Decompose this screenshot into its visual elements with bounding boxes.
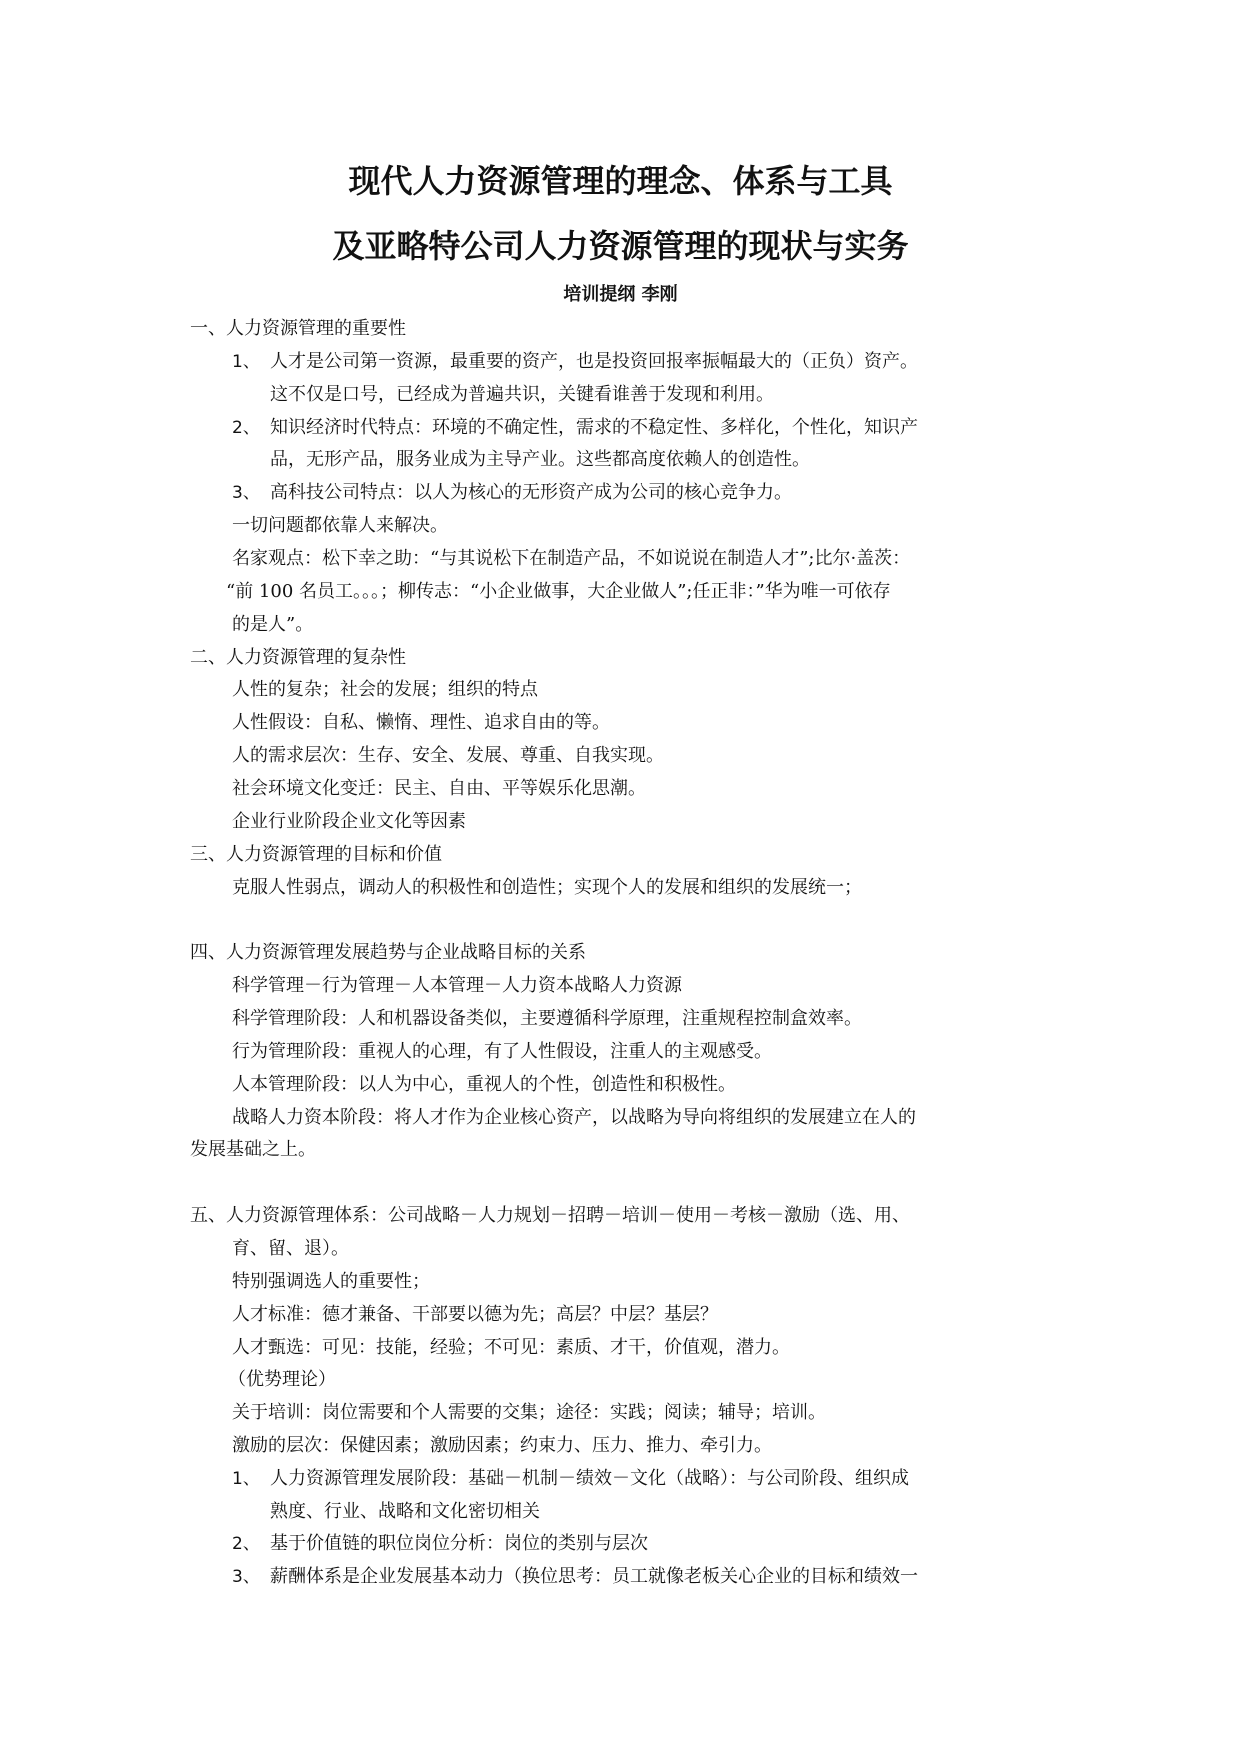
section-3-heading: 三、人力资源管理的目标和价值 (190, 844, 442, 865)
list-item (232, 1565, 918, 1589)
paragraph: 特别强调选人的重要性； (232, 1271, 430, 1292)
paragraph-continuation: 发展基础之上。 (190, 1139, 316, 1160)
paragraph-continuation: 的是人”。 (232, 614, 314, 635)
list-item (232, 1532, 648, 1556)
list-text: 知识经济时代特点：环境的不确定性，需求的不稳定性、多样化，个性化，知识产 (270, 417, 918, 438)
list-item (232, 1467, 909, 1491)
section-1-heading: 一、人力资源管理的重要性 (190, 318, 406, 339)
title-line-1: 现代人力资源管理的理念、体系与工具 (348, 162, 893, 200)
paragraph: 人本管理阶段：以人为中心，重视人的个性，创造性和积极性。 (232, 1074, 736, 1095)
list-number: 1、 (232, 352, 260, 372)
section-4-heading: 四、人力资源管理发展趋势与企业战略目标的关系 (190, 942, 586, 963)
list-item (232, 481, 792, 505)
list-text: 人力资源管理发展阶段：基础－机制－绩效－文化（战略）：与公司阶段、组织成 (270, 1468, 909, 1489)
subtitle: 培训提纲 李刚 (563, 284, 678, 305)
paragraph: 科学管理阶段：人和机器设备类似，主要遵循科学原理，注重规程控制盒效率。 (232, 1008, 862, 1029)
list-item-continuation: 这不仅是口号，已经成为普遍共识，关键看谁善于发现和利用。 (270, 384, 774, 405)
paragraph: 关于培训：岗位需要和个人需要的交集；途径：实践；阅读；辅导；培训。 (232, 1402, 826, 1423)
list-text: 人才是公司第一资源，最重要的资产，也是投资回报率振幅最大的（正负）资产。 (270, 351, 918, 372)
paragraph: 一切问题都依靠人来解决。 (232, 515, 448, 536)
list-number: 1、 (232, 1469, 260, 1489)
section-2-heading: 二、人力资源管理的复杂性 (190, 647, 406, 668)
paragraph: 克服人性弱点，调动人的积极性和创造性；实现个人的发展和组织的发展统一； (232, 877, 862, 898)
title-line-2: 及亚略特公司人力资源管理的现状与实务 (332, 227, 909, 265)
paragraph: 人性假设：自私、懒惰、理性、追求自由的等。 (232, 712, 610, 733)
paragraph: 人才甄选：可见：技能，经验；不可见：素质、才干，价值观，潜力。 (232, 1337, 790, 1358)
paragraph: 人的需求层次：生存、安全、发展、尊重、自我实现。 (232, 745, 664, 766)
paragraph: 行为管理阶段：重视人的心理，有了人性假设，注重人的主观感受。 (232, 1041, 772, 1062)
paragraph: 战略人力资本阶段：将人才作为企业核心资产，以战略为导向将组织的发展建立在人的 (232, 1107, 916, 1128)
section-5-heading: 五、人力资源管理体系：公司战略－人力规划－招聘－培训－使用－考核－激励（选、用、 (190, 1205, 910, 1226)
list-item (232, 416, 918, 440)
paragraph: （优势理论） (228, 1369, 336, 1390)
paragraph: 人才标准：德才兼备、干部要以德为先；高层？中层？基层？ (232, 1304, 718, 1325)
paragraph: 社会环境文化变迁：民主、自由、平等娱乐化思潮。 (232, 778, 646, 799)
list-text: 薪酬体系是企业发展基本动力（换位思考：员工就像老板关心企业的目标和绩效一 (270, 1566, 918, 1587)
section-5-heading-continuation: 育、留、退）。 (232, 1238, 349, 1259)
list-text: 高科技公司特点：以人为核心的无形资产成为公司的核心竞争力。 (270, 482, 792, 503)
list-number: 3、 (232, 1567, 260, 1587)
list-item (232, 350, 918, 374)
paragraph-continuation: “前 100 名员工。。。；柳传志：“小企业做事，大企业做人”;任正非：”华为唯一可依存 (226, 581, 891, 602)
list-number: 2、 (232, 1534, 260, 1554)
list-item-continuation: 熟度、行业、战略和文化密切相关 (270, 1501, 540, 1522)
list-number: 2、 (232, 418, 260, 438)
paragraph: 企业行业阶段企业文化等因素 (232, 811, 466, 832)
list-text: 基于价值链的职位岗位分析：岗位的类别与层次 (270, 1533, 648, 1554)
list-number: 3、 (232, 483, 260, 503)
paragraph: 名家观点：松下幸之助：“与其说松下在制造产品，不如说说在制造人才”;比尔·盖茨： (232, 548, 911, 569)
paragraph: 人性的复杂；社会的发展；组织的特点 (232, 679, 538, 700)
paragraph: 激励的层次：保健因素；激励因素；约束力、压力、推力、牵引力。 (232, 1435, 772, 1456)
list-item-continuation: 品，无形产品，服务业成为主导产业。这些都高度依赖人的创造性。 (270, 449, 810, 470)
paragraph: 科学管理－行为管理－人本管理－人力资本战略人力资源 (232, 975, 682, 996)
